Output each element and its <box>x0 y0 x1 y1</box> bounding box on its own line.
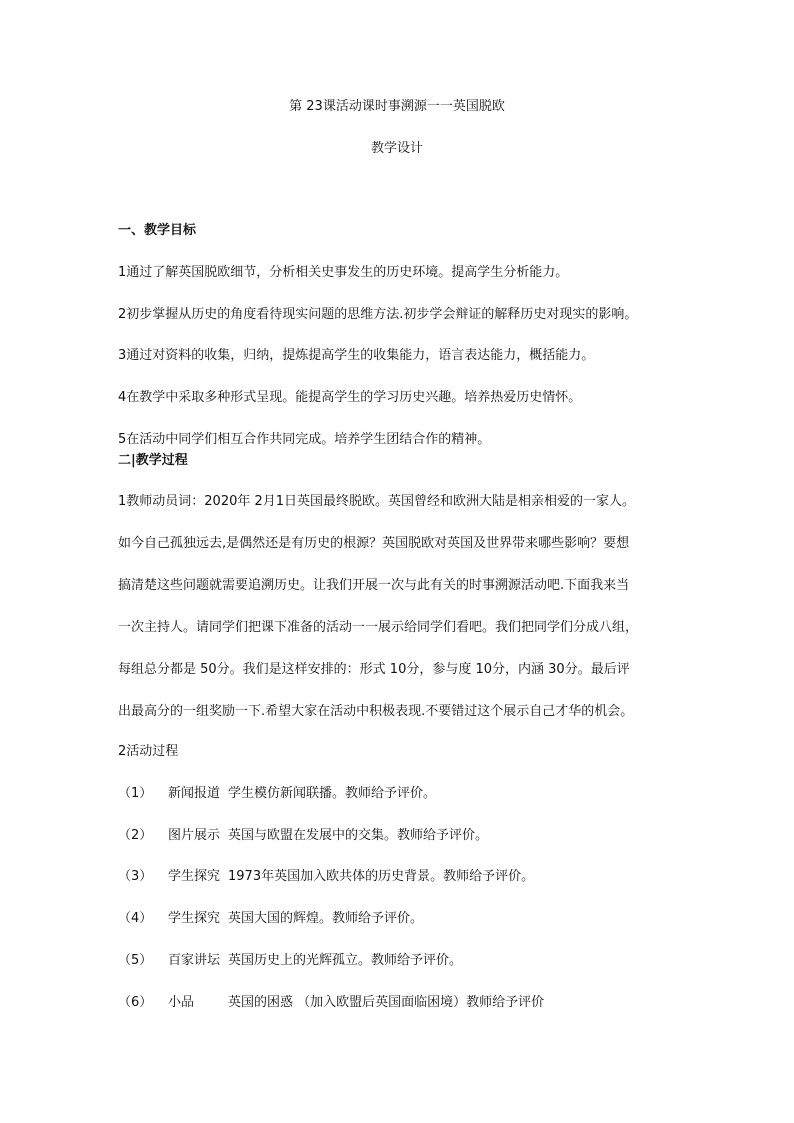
step-description: 学生模仿新闻联播。教师给予评价。 <box>228 786 437 801</box>
step-number: （5） <box>118 953 153 968</box>
step-description: 英国历史上的光辉孤立。教师给予评价。 <box>228 953 463 968</box>
goal-item: 5在活动中同学们相互合作共同完成。培养学生团结合作的精神。 <box>118 432 491 447</box>
goal-item: 1通过了解英国脱欧细节，分析相关史事发生的历史环境。提高学生分析能力。 <box>118 265 569 280</box>
step-name: 小品 <box>168 995 195 1010</box>
step-name: 百家讲坛 <box>168 953 221 968</box>
step-name: 图片展示 <box>168 828 221 843</box>
step-number: （4） <box>118 911 153 926</box>
process-step <box>118 868 718 886</box>
step-number: （2） <box>118 828 153 843</box>
goal-item: 3通过对资料的收集，归纳，提炼提高学生的收集能力，语言表达能力，概括能力。 <box>118 348 595 363</box>
process-heading: 2活动过程 <box>118 744 179 759</box>
process-step <box>118 785 718 803</box>
process-step <box>118 952 718 970</box>
section-heading-goals: 一、教学目标 <box>118 223 197 238</box>
goal-item: 2初步掌握从历史的角度看待现实问题的思维方法.初步学会辩证的解释历史对现实的影响。 <box>118 307 638 322</box>
paragraph-line: 出最高分的一组奖励一下.希望大家在活动中积极表现.不要错过这个展示自己才华的机会。 <box>118 704 634 719</box>
step-name: 学生探究 <box>168 911 221 926</box>
goal-item: 4在教学中采取多种形式呈现。能提高学生的学习历史兴趣。培养热爱历史情怀。 <box>118 390 582 405</box>
step-description: 英国与欧盟在发展中的交集。教师给予评价。 <box>228 828 489 843</box>
step-description: 英国大国的辉煌。教师给予评价。 <box>228 911 424 926</box>
process-step <box>118 910 718 928</box>
step-name: 新闻报道 <box>168 786 221 801</box>
paragraph-line: 1教师动员词：2020年 2月1日英国最终脱欧。英国曾经和欧洲大陆是相亲相爱的一家人。 <box>118 494 636 509</box>
document-subtitle: 教学设计 <box>370 141 423 156</box>
section-heading-process: 二|教学过程 <box>118 453 188 468</box>
paragraph-line: 一次主持人。请同学们把课下准备的活动一一展示给同学们看吧。我们把同学们分成八组， <box>118 620 639 635</box>
step-description: 1973年英国加入欧共体的历史背景。教师给予评价。 <box>228 869 535 884</box>
document-title: 第 23课活动课时事溯源一一英国脱欧 <box>289 99 505 114</box>
step-number: （6） <box>118 995 153 1010</box>
step-description: 英国的困惑 （加入欧盟后英国面临困境）教师给予评价 <box>228 995 545 1010</box>
step-number: （3） <box>118 869 153 884</box>
paragraph-line: 如今自己孤独远去,是偶然还是有历史的根源？英国脱欧对英国及世界带来哪些影响？要想 <box>118 536 630 551</box>
paragraph-line: 每组总分都是 50分。我们是这样安排的：形式 10分，参与度 10分，内涵 30分。最后评 <box>118 662 630 677</box>
process-step <box>118 827 718 845</box>
process-step <box>118 994 718 1012</box>
step-number: （1） <box>118 786 153 801</box>
paragraph-line: 搞清楚这些问题就需要追溯历史。让我们开展一次与此有关的时事溯源活动吧.下面我来当 <box>118 578 630 593</box>
step-name: 学生探究 <box>168 869 221 884</box>
